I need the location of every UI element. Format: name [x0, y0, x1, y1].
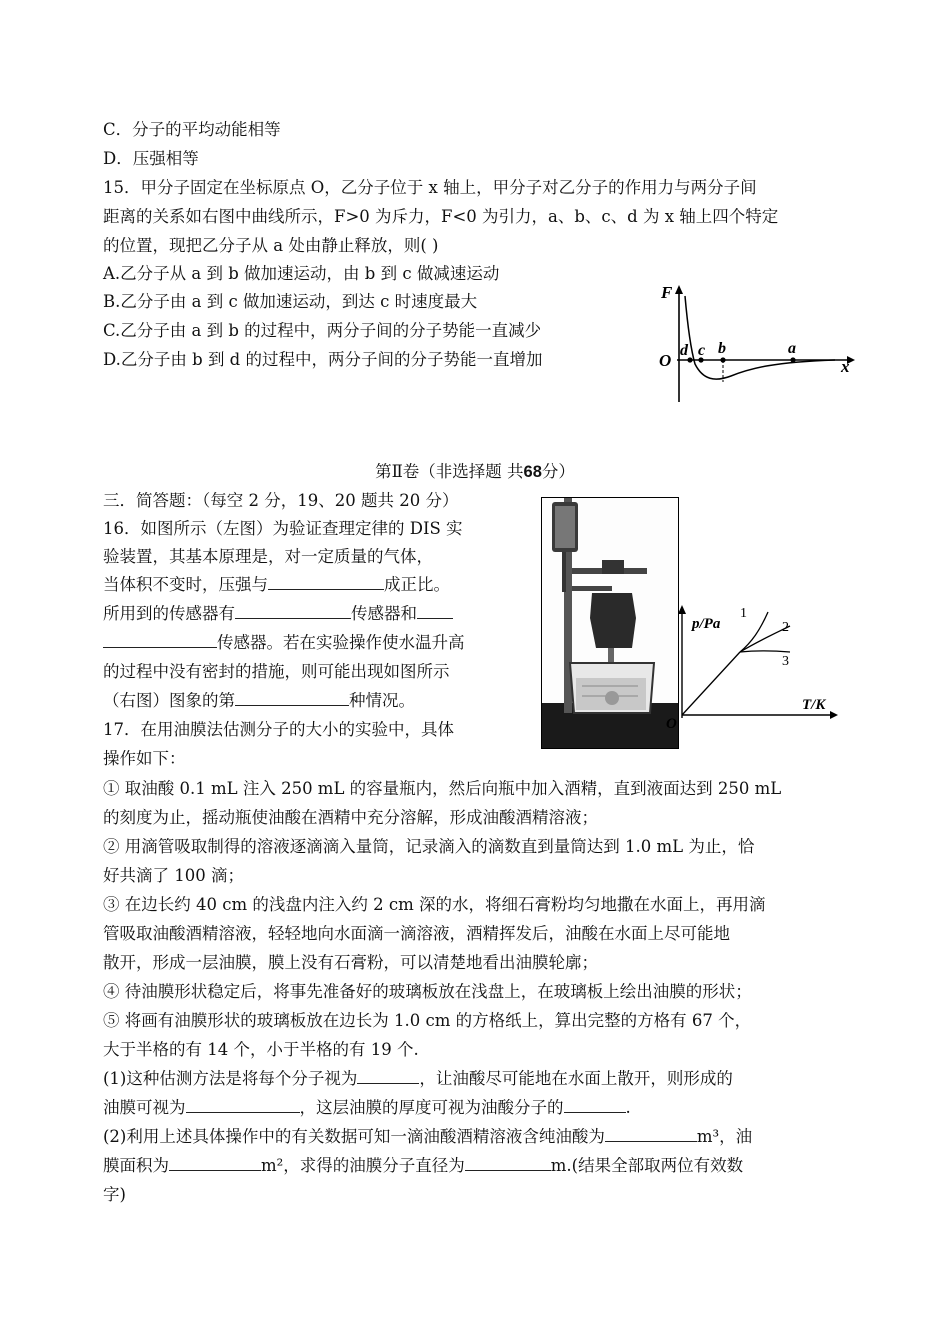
q17-p2-text3: m²，求得的油膜分子直径为 — [261, 1156, 465, 1175]
q16-line2: 验装置，其基本原理是，对一定质量的气体， — [103, 547, 433, 566]
q17-p2-text2: 膜面积为 — [103, 1156, 169, 1175]
q17-p1-text: (1)这种估测方法是将每个分子视为 — [103, 1069, 358, 1088]
q14-option-c: C．分子的平均动能相等 — [103, 120, 281, 139]
q16-line1: 16．如图所示（左图）为验证查理定律的 DIS 实 — [103, 519, 463, 538]
label-a: a — [788, 340, 796, 357]
y-axis-arrow — [675, 285, 683, 294]
q15-option-c: C.乙分子由 a 到 b 的过程中，两分子间的分子势能一直减少 — [103, 321, 542, 340]
curve-2-label: 2 — [782, 620, 789, 635]
answer-blank-8[interactable] — [605, 1123, 697, 1142]
q15-option-a: A.乙分子从 a 到 b 做加速运动，由 b 到 c 做减速运动 — [103, 264, 500, 283]
q17-step1b: 的刻度为止，摇动瓶使油酸在酒精中充分溶解，形成油酸酒精溶液； — [103, 808, 598, 827]
q14-option-d: D．压强相等 — [103, 149, 199, 168]
point-d — [687, 357, 692, 362]
q15-stem-line3: 的位置，现把乙分子从 a 处由静止释放，则( ) — [103, 236, 439, 255]
q17-step4: ④ 待油膜形状稳定后，将事先准备好的玻璃板放在浅盘上，在玻璃板上绘出油膜的形状； — [103, 982, 752, 1001]
q16-line3 — [103, 571, 450, 599]
q17-part2-line1 — [103, 1123, 752, 1151]
q17-step2b: 好共滴了 100 滴； — [103, 866, 244, 885]
q17-step1a: ① 取油酸 0.1 mL 注入 250 mL 的容量瓶内，然后向瓶中加入酒精，直到液面达到 250 mL — [103, 779, 782, 798]
label-d: d — [680, 342, 688, 359]
answer-blank-4[interactable] — [235, 687, 349, 706]
q17-step3b: 管吸取油酸酒精溶液，轻轻地向水面滴一滴溶液，酒精挥发后，油酸在水面上尽可能地 — [103, 924, 730, 943]
curve-3 — [740, 651, 790, 652]
q17-part2-line2 — [103, 1152, 743, 1180]
curve-3-label: 3 — [782, 654, 789, 669]
dis-apparatus-photo — [541, 497, 679, 749]
curve-1-label: 1 — [740, 606, 747, 621]
q16-line5 — [103, 629, 465, 657]
q17-p1-text3: 油膜可视为 — [103, 1098, 186, 1117]
answer-blank-3b[interactable] — [103, 629, 217, 648]
point-a — [790, 357, 795, 362]
label-b: b — [718, 340, 726, 357]
q17-part1-line1 — [103, 1065, 733, 1093]
q17-part1-line2 — [103, 1094, 631, 1122]
point-b — [720, 357, 725, 362]
force-distance-graph — [655, 280, 855, 410]
answer-blank-3a[interactable] — [417, 600, 453, 619]
section-title-part2: 分） — [541, 462, 575, 481]
apparatus-illustration — [542, 498, 678, 748]
answer-blank-7[interactable] — [564, 1094, 626, 1113]
q16-line7 — [103, 687, 415, 715]
q17-p1-end: . — [625, 1098, 631, 1117]
q17-line2: 操作如下： — [103, 749, 186, 768]
answer-blank-9[interactable] — [169, 1152, 261, 1171]
q17-p2-text: (2)利用上述具体操作中的有关数据可知一滴油酸酒精溶液含纯油酸为 — [103, 1127, 605, 1146]
q17-step3a: ③ 在边长约 40 cm 的浅盘内注入约 2 cm 深的水，将细石膏粉均匀地撒在水面上，再用滴 — [103, 895, 766, 914]
answer-blank-5[interactable] — [357, 1065, 419, 1084]
x-axis-label: x — [841, 357, 850, 376]
p-axis-arrow — [678, 605, 686, 614]
q17-p2-text4: m.(结果全部取两位有效数 — [550, 1156, 744, 1175]
q16-line4-text: 所用到的传感器有 — [103, 604, 235, 623]
q17-step2a: ② 用滴管吸取制得的溶液逐滴滴入量筒，记录滴入的滴数直到量筒达到 1.0 mL 为止，恰 — [103, 837, 755, 856]
q16-line7-end: 种情况。 — [349, 691, 415, 710]
q16-line5-text: 传感器。若在实验操作使水温升高 — [217, 633, 465, 652]
answer-blank-6[interactable] — [186, 1094, 300, 1113]
label-c: c — [698, 342, 706, 359]
q16-line7-text: （右图）图象的第 — [103, 691, 235, 710]
q15-option-d: D.乙分子由 b 到 d 的过程中，两分子间的分子势能一直增加 — [103, 350, 543, 369]
origin-label: O — [659, 351, 672, 370]
part3-heading: 三．简答题：（每空 2 分，19、20 题共 20 分） — [103, 491, 459, 510]
q16-line3-text: 当体积不变时，压强与 — [103, 575, 268, 594]
q17-step3c: 散开，形成一层油膜，膜上没有石膏粉，可以清楚地看出油膜轮廓； — [103, 953, 598, 972]
t-axis-arrow — [830, 711, 838, 719]
answer-blank-1[interactable] — [268, 571, 384, 590]
q15-stem-line2: 距离的关系如右图中曲线所示，F>0 为斥力，F<0 为引力，a、b、c、d 为 x 轴上四个特定 — [103, 207, 779, 226]
section-title-score: 68 — [523, 463, 542, 481]
q17-p1-text4: ，这层油膜的厚度可视为油酸分子的 — [299, 1098, 564, 1117]
q16-line4-mid: 传感器和 — [351, 604, 417, 623]
q17-part2-line3: 字) — [103, 1185, 126, 1204]
graph-origin: O — [666, 716, 677, 730]
answer-blank-10[interactable] — [465, 1152, 551, 1171]
section-title-part1: 第Ⅱ卷（非选择题 共 — [375, 462, 524, 481]
p-axis-label: p/Pa — [692, 616, 721, 632]
q17-line1: 17．在用油膜法估测分子的大小的实验中，具体 — [103, 720, 454, 739]
section-2-title — [0, 458, 950, 482]
q16-line6: 的过程中没有密封的措施，则可能出现如图所示 — [103, 662, 450, 681]
q16-line3-end: 成正比。 — [384, 575, 450, 594]
q15-option-b: B.乙分子由 a 到 c 做加速运动，到达 c 时速度最大 — [103, 292, 478, 311]
q17-p1-text2: ，让油酸尽可能地在水面上散开，则形成的 — [419, 1069, 733, 1088]
force-curve — [685, 296, 835, 379]
answer-blank-2[interactable] — [235, 600, 351, 619]
q17-step5a: ⑤ 将画有油膜形状的玻璃板放在边长为 1.0 cm 的方格纸上，算出完整的方格有 67 个， — [103, 1011, 752, 1030]
q17-step5b: 大于半格的有 14 个，小于半格的有 19 个. — [103, 1040, 419, 1059]
linear-segment — [682, 652, 740, 715]
q17-p2-unit: m³，油 — [696, 1127, 753, 1146]
q16-line4 — [103, 600, 453, 628]
pressure-temperature-graph — [660, 600, 840, 730]
t-axis-label: T/K — [802, 697, 826, 713]
q15-stem-line1: 15．甲分子固定在坐标原点 O，乙分子位于 x 轴上，甲分子对乙分子的作用力与两分子间 — [103, 178, 757, 197]
y-axis-label: F — [661, 283, 673, 302]
